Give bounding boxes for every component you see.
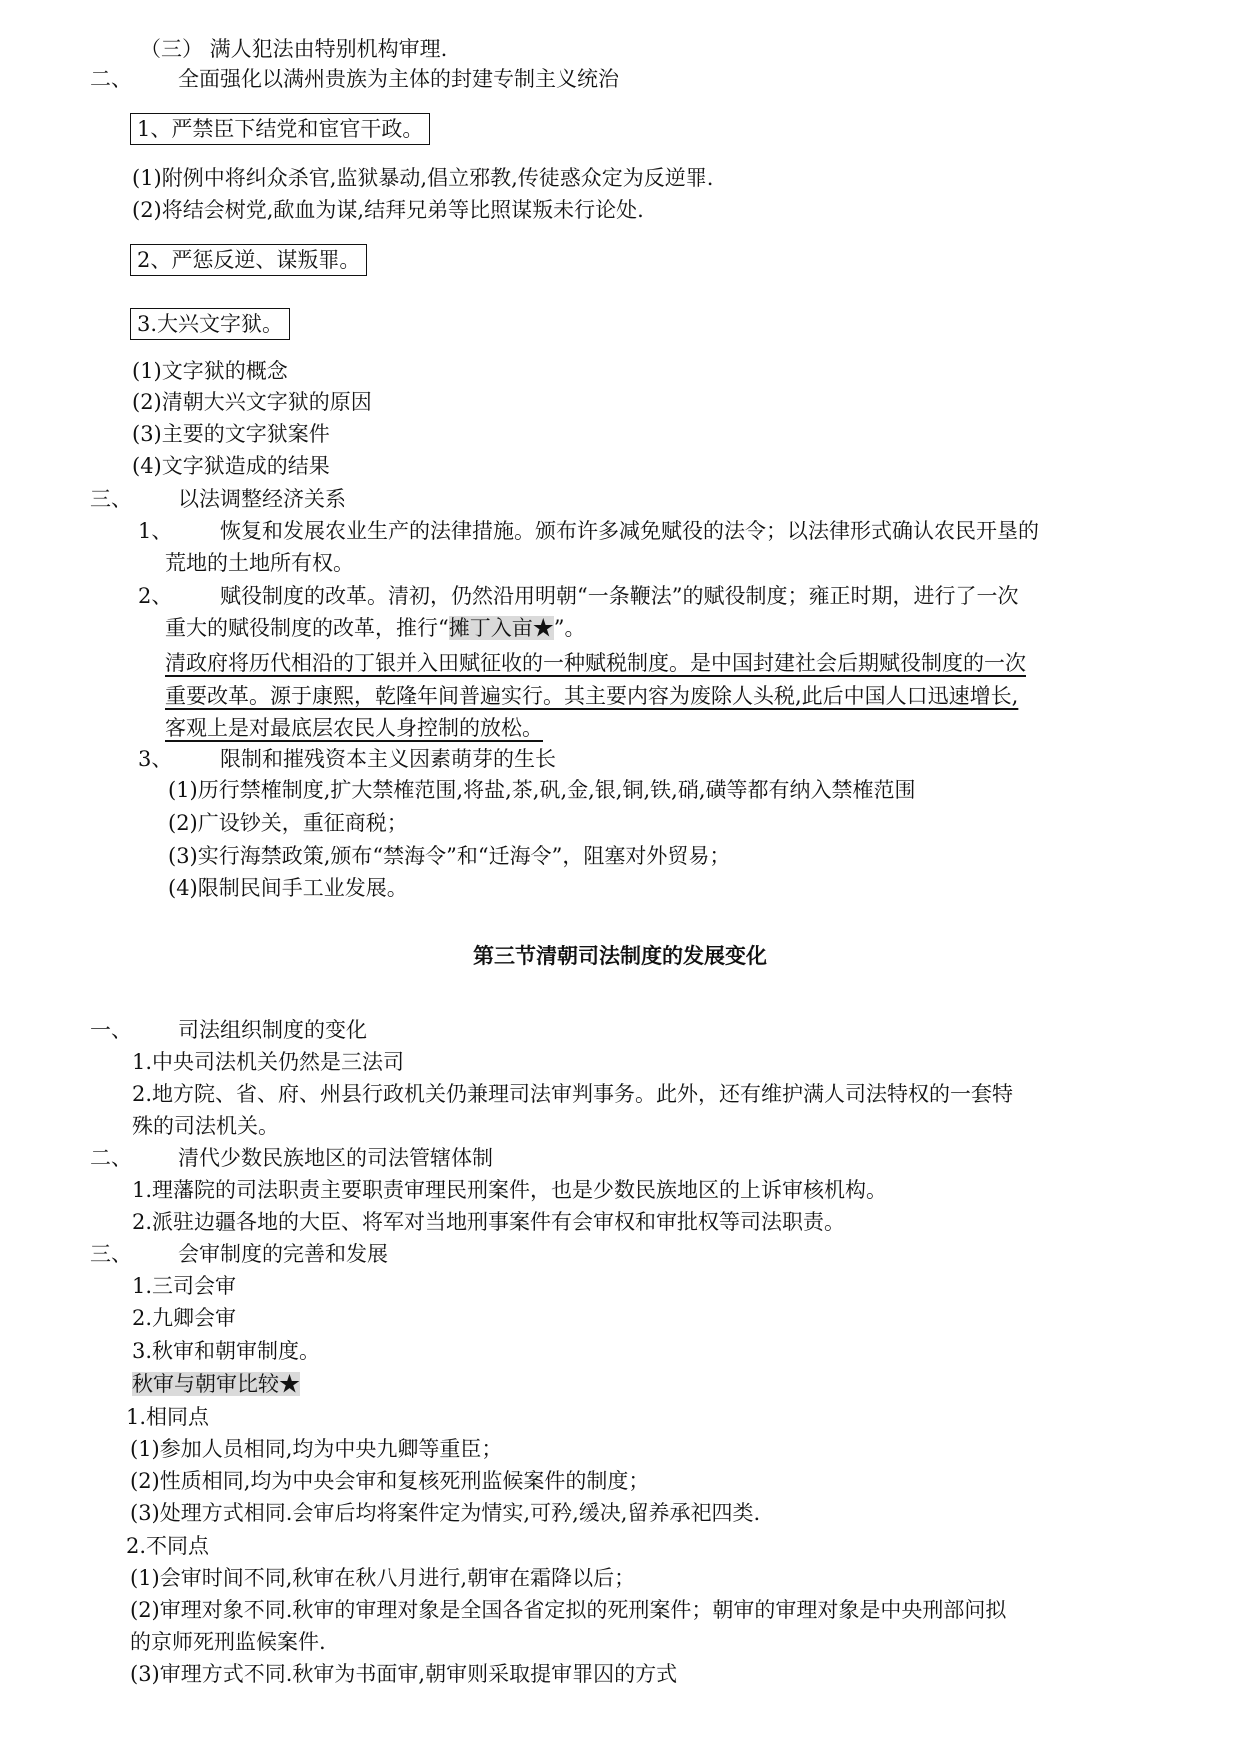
text-fragment: 重大的赋役制度的改革，推行“ [165, 616, 449, 640]
item-text: 赋役制度的改革。清初，仍然沿用明朝“一条鞭法”的赋役制度；雍正时期，进行了一次 [220, 584, 1019, 608]
underlined-explanation-line: 客观上是对最底层农民人身控制的放松。 [165, 716, 543, 740]
list-item-continued: 的京师死刑监候案件. [130, 1630, 326, 1654]
list-item: 3.秋审和朝审制度。 [132, 1339, 321, 1363]
heading-3-economy [90, 484, 346, 514]
list-item: (3)主要的文字狱案件 [132, 422, 330, 446]
subheading-differences: 2.不同点 [126, 1534, 210, 1558]
list-item-continued: 殊的司法机关。 [132, 1114, 279, 1138]
heading-text: 全面强化以满州贵族为主体的封建专制主义统治 [178, 67, 619, 91]
list-item: (1)历行禁榷制度,扩大禁榷范围,将盐,茶,矾,金,银,铜,铁,硝,磺等都有纳入禁榷范围 [168, 778, 916, 802]
underlined-explanation-line: 清政府将历代相沿的丁银并入田赋征收的一种赋税制度。是中国封建社会后期赋役制度的一次 [165, 651, 1026, 675]
heading-number: 一、 [90, 1018, 132, 1042]
highlight-key-term: 摊丁入亩★ [448, 616, 554, 640]
list-item: 1.中央司法机关仍然是三法司 [132, 1050, 405, 1074]
item-text-continued: 荒地的土地所有权。 [165, 551, 354, 575]
numbered-item-3 [138, 744, 556, 774]
list-item: (3)处理方式相同.会审后均将案件定为情实,可矜,缓决,留养承祀四类. [130, 1501, 761, 1525]
heading-2-autocracy [90, 64, 619, 94]
heading-number: 三、 [90, 1242, 132, 1266]
text-fragment: ”。 [553, 616, 586, 640]
list-item: (1)参加人员相同,均为中央九卿等重臣； [130, 1437, 503, 1461]
item-number: 1、 [138, 519, 173, 543]
item-text-continued [165, 613, 586, 643]
list-item: (3)审理方式不同.秋审为书面审,朝审则采取提审罪囚的方式 [130, 1662, 678, 1686]
heading-number: 二、 [90, 1146, 132, 1170]
list-item: 2.派驻边疆各地的大臣、将军对当地刑事案件有会审权和审批权等司法职责。 [132, 1210, 846, 1234]
item-text: 恢复和发展农业生产的法律措施。颁布许多减免赋役的法令；以法律形式确认农民开垦的 [220, 519, 1039, 543]
list-item: (2)审理对象不同.秋审的审理对象是全国各省定拟的死刑案件；朝审的审理对象是中央刑部问拟 [130, 1598, 1007, 1622]
list-item: 1.三司会审 [132, 1274, 237, 1298]
list-item: (2)广设钞关，重征商税； [168, 811, 408, 835]
heading-text: 会审制度的完善和发展 [178, 1242, 388, 1266]
boxed-item-1: 1、严禁臣下结党和宦官干政。 [130, 113, 430, 145]
subheading-similarities: 1.相同点 [126, 1405, 210, 1429]
line-man-offender-court: （三） 满人犯法由特别机构审理. [140, 37, 448, 61]
numbered-item-2 [138, 581, 1018, 611]
comparison-heading [132, 1369, 300, 1399]
list-item: (2)性质相同,均为中央会审和复核死刑监候案件的制度； [130, 1469, 650, 1493]
heading-2-minority-jurisdiction [90, 1143, 493, 1173]
boxed-item-3: 3.大兴文字狱。 [130, 308, 290, 340]
heading-text: 清代少数民族地区的司法管辖体制 [178, 1146, 493, 1170]
list-item: (3)实行海禁政策,颁布“禁海令”和“迁海令”，阻塞对外贸易； [168, 844, 731, 868]
heading-1-judicial-organization [90, 1015, 367, 1045]
list-item: (1)附例中将纠众杀官,监狱暴动,倡立邪教,传徒惑众定为反逆罪. [132, 166, 714, 190]
heading-text: 司法组织制度的变化 [178, 1018, 367, 1042]
list-item: 1.理藩院的司法职责主要职责审理民刑案件，也是少数民族地区的上诉审核机构。 [132, 1178, 888, 1202]
list-item: (2)将结会树党,歃血为谋,结拜兄弟等比照谋叛未行论处. [132, 198, 644, 222]
item-text: 限制和摧残资本主义因素萌芽的生长 [220, 747, 556, 771]
boxed-item-2: 2、严惩反逆、谋叛罪。 [130, 244, 367, 276]
list-item: (4)文字狱造成的结果 [132, 454, 330, 478]
list-item: 2.九卿会审 [132, 1306, 237, 1330]
list-item: (2)清朝大兴文字狱的原因 [132, 390, 372, 414]
item-number: 2、 [138, 584, 173, 608]
list-item: (4)限制民间手工业发展。 [168, 876, 408, 900]
list-item: 2.地方院、省、府、州县行政机关仍兼理司法审判事务。此外，还有维护满人司法特权的一套特 [132, 1082, 1014, 1106]
list-item: (1)会审时间不同,秋审在秋八月进行,朝审在霜降以后； [130, 1566, 636, 1590]
numbered-item-1 [138, 516, 1039, 546]
heading-number: 三、 [90, 487, 132, 511]
highlight-key-term: 秋审与朝审比较★ [132, 1372, 300, 1396]
heading-number: 二、 [90, 67, 132, 91]
heading-text: 以法调整经济关系 [178, 487, 346, 511]
heading-3-joint-trial [90, 1239, 388, 1269]
item-number: 3、 [138, 747, 173, 771]
list-item: (1)文字狱的概念 [132, 359, 288, 383]
section-title: 第三节清朝司法制度的发展变化 [473, 943, 767, 968]
underlined-explanation-line: 重要改革。源于康熙，乾隆年间普遍实行。其主要内容为废除人头税,此后中国人口迅速增长, [165, 684, 1019, 708]
